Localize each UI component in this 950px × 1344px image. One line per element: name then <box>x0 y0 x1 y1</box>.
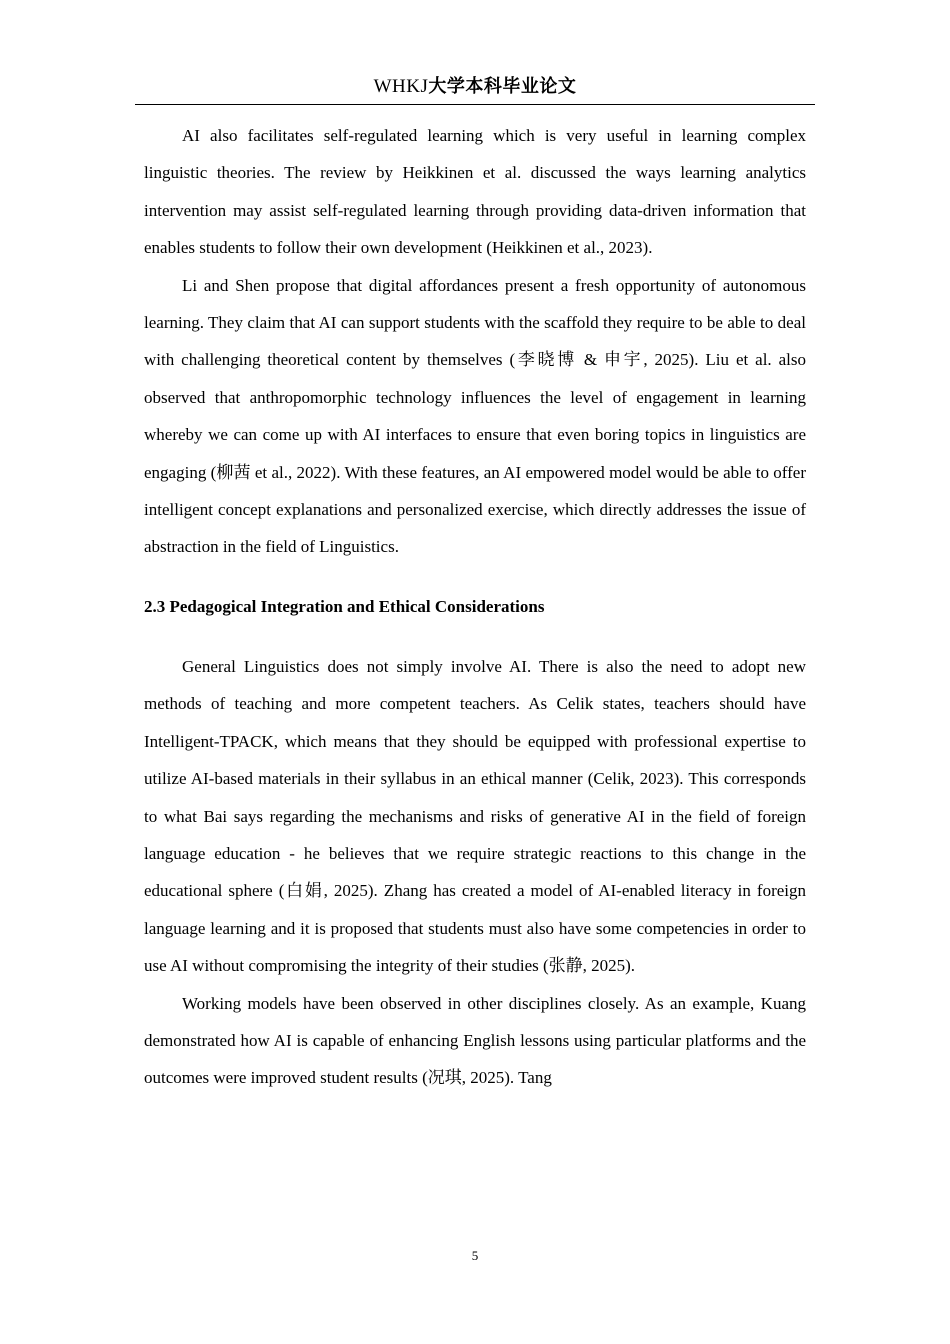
paragraph-pedagogical-integration: General Linguistics does not simply involve AI. There is also the need to adopt new methods of teaching and more competent teachers. As Celik states, teachers should have Intelligent-TPACK, which means that they should be equipped with professional expertise to utilize AI-based materials in their syllabus in an ethical manner (Celik, 2023). This corresponds to what Bai says regarding the mechanisms and risks of generative AI in the field of foreign language education - he believes that we require strategic reactions to this change in the educational sphere (白娟, 2025). Zhang has created a model of AI-enabled literacy in foreign language learning and it is proposed that students must also have some competencies in order to use AI without compromising the integrity of their studies (张静, 2025). <box>144 656 806 976</box>
section-heading: 2.3 Pedagogical Integration and Ethical Considerations <box>144 596 545 616</box>
paragraph-working-models: Working models have been observed in other disciplines closely. As an example, Kuang demonstrated how AI is capable of enhancing English lessons using particular platforms and the outcomes were improved student results (况琪, 2025). Tang <box>144 993 806 1088</box>
paragraph-autonomous-learning: Li and Shen propose that digital affordances present a fresh opportunity of autonomous learning. They claim that AI can support students with the scaffold they require to be able to deal with challenging theoretical content by themselves (李晓博 & 申宇, 2025). Liu et al. also observed that anthropomorphic technology influences the level of engagement in learning whereby we can come up with AI interfaces to ensure that even boring topics in linguistics are engaging (柳茜 et al., 2022). With these features, an AI empowered model would be able to offer intelligent concept explanations and personalized exercise, which directly addresses the issue of abstraction in the field of Linguistics. <box>144 275 806 557</box>
page-number: 5 <box>471 1248 479 1263</box>
header-prefix: WHKJ <box>373 76 429 97</box>
paragraph-self-regulated-learning: AI also facilitates self-regulated learning which is very useful in learning complex linguistic theories. The review by Heikkinen et al. discussed the ways learning analytics intervention may assist self-regulated learning through providing data-driven information that enables students to follow their own development (Heikkinen et al., 2023). <box>144 126 806 258</box>
body-text <box>144 117 806 1097</box>
page-header <box>135 74 815 105</box>
header-title-cn: 大学本科毕业论文 <box>428 76 577 97</box>
header-title <box>374 76 577 97</box>
